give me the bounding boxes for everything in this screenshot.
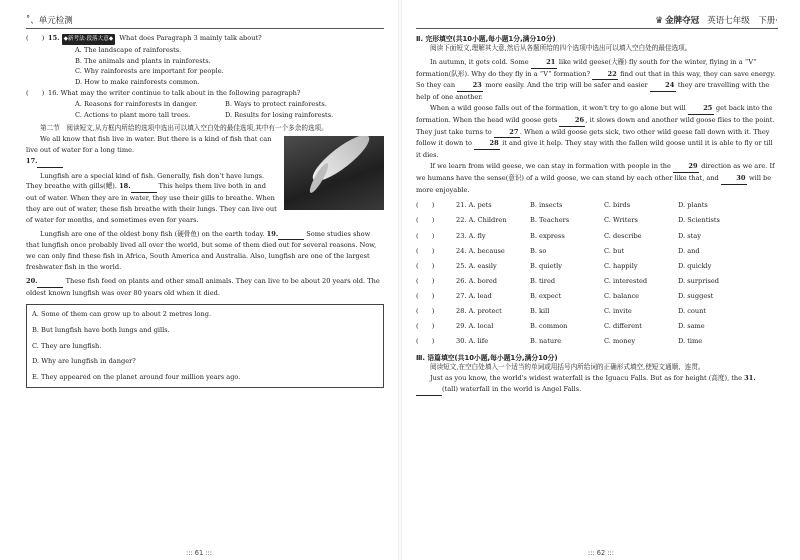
- choice-c: C. birds: [604, 201, 631, 210]
- blank-24: 24: [650, 80, 676, 92]
- choice-q: 27. A. lead: [456, 291, 492, 300]
- answer-paren: ( ): [416, 291, 435, 300]
- crown-icon: ♛: [655, 16, 664, 26]
- right-page: [402, 0, 800, 560]
- blank-19: 19.: [266, 229, 279, 238]
- box-option-e: E. They appeared on the planet around four million years ago.: [32, 372, 241, 381]
- passage-paragraph-4: 20. These fish feed on plants and other small animals. They can live to be about 20 years old. The oldest known lungfish was over 80 years old when it died.: [26, 276, 380, 297]
- choice-b: B. common: [530, 322, 568, 331]
- choice-d: D. stay: [678, 231, 701, 240]
- blank-28: 28: [474, 138, 500, 150]
- cloze-text: direction as we are. If we humans have the sense(意识) of a wild goose, we can stand by each other like that, and: [416, 161, 775, 182]
- choice-d: D. same: [678, 322, 705, 331]
- answer-paren: ( ): [416, 246, 435, 255]
- brand-title: 金牌夺冠: [665, 16, 700, 26]
- text-fill-paragraph: Just as you know, the world's widest waterfall is the Iguacu Falls. But as for height (高度), the 31. (tall) waterfall in the world is Angel Falls.: [416, 373, 778, 396]
- choice-b: B. kill: [530, 307, 550, 316]
- q16-option-d: D. Results for losing rainforests.: [225, 110, 334, 119]
- q15-option-d: D. How to make rainforests common.: [75, 78, 200, 87]
- cloze-text: it and give it help. They stay with the fallen wild goose until it is able to fly or till it dies.: [416, 139, 773, 160]
- question-15: ( ) 15. ◆新考法·段落大意◆ What does Paragraph 3 mainly talk about? A. The landscape of rainforests. B. The animals and plants in rainforests. C. Why rainforests are important for people. D. How to make rainforests common.: [26, 33, 384, 88]
- choice-q: 24. A. because: [456, 246, 505, 255]
- choice-d: D. count: [678, 307, 707, 316]
- cloze-paragraph-2: [416, 103, 778, 161]
- lungfish-passage: [26, 134, 384, 298]
- blank-18: 18.: [119, 182, 131, 191]
- question-16: ( ) 16. What may the writer continue to talk about in the following paragraph? A. Reasons for rainforests in danger. B. Ways to protect rainforests. C. Actions to plant more tall trees. D. Results for losing rainforests.: [26, 88, 384, 120]
- blank-27: 27: [494, 127, 520, 139]
- options-box: [26, 304, 384, 388]
- cloze-text: get back into the formation. When the head wild goose gets: [416, 103, 773, 124]
- q16-option-b: B. Ways to protect rainforests.: [225, 99, 327, 108]
- choice-q: 29. A. local: [456, 322, 494, 331]
- choice-d: D. and: [678, 246, 700, 255]
- answer-paren: ( ): [416, 276, 435, 285]
- answer-paren: ( ): [416, 216, 435, 225]
- choice-b: B. so: [530, 246, 547, 255]
- blank-30: 30: [721, 173, 747, 185]
- book-title: 英语七年级 下册·: [707, 16, 778, 26]
- choice-q: 25. A. easily: [456, 261, 497, 270]
- blank-31: 31.: [744, 374, 756, 383]
- q15-number: 15.: [48, 34, 60, 42]
- answer-paren: ( ): [416, 307, 435, 316]
- choice-q: 21. A. pets: [456, 201, 492, 210]
- choice-b: B. quietly: [530, 261, 562, 270]
- passage-paragraph-3: Lungfish are one of the oldest bony fish (硬骨鱼) on the earth today. 19. Some studies show that lungfish once probably lived all over the world, but some of them died out for several reasons. Now, we can only find these fish in Africa, South America and Australia. Also, lungfish are one of the largest freshwater fish in the world.: [26, 229, 377, 271]
- new-format-badge: ◆新考法·段落大意◆: [62, 34, 116, 45]
- choice-q: 23. A. fly: [456, 231, 486, 240]
- cloze-text: , it slows down and another wild goose flies to the point. They just take turns to: [416, 115, 775, 136]
- section-cloze-title: Ⅱ. 完形填空(共10小题,每小题1分,满分10分): [416, 35, 556, 43]
- choice-c: C. Writers: [604, 216, 638, 225]
- blank-26: 26: [559, 115, 585, 127]
- answer-paren: ( ): [416, 322, 435, 331]
- answer-paren: ( ): [416, 337, 435, 346]
- box-option-c: C. They are lungfish.: [32, 341, 102, 350]
- choice-b: B. express: [530, 231, 565, 240]
- choice-d: D. quickly: [678, 261, 712, 270]
- unit-test-label: ˚、单元检测: [26, 16, 73, 26]
- cloze-text: they are travelling with the help of one another.: [416, 81, 770, 102]
- choice-b: B. tired: [530, 276, 556, 285]
- answer-paren: ( ): [416, 201, 435, 210]
- choice-d: D. plants: [678, 201, 708, 210]
- cloze-text: If we learn from wild geese, we can stay in formation with people in the: [430, 161, 673, 170]
- passage-paragraph-1: We all know that fish live in water. But there is a kind of fish that can live out of water for a long time. 17.: [26, 134, 384, 167]
- q15-option-b: B. The animals and plants in rainforests.: [75, 56, 211, 65]
- passage-paragraph-2: Lungfish are a special kind of fish. Generally, fish don't have lungs. They breathe with gills(鳃). 18. This helps them live both in and out of water. When they are in water, they use their gills to breathe. When they are out of water, these fish breathe with their lungs. They can live out of water for months, and sometimes even for years.: [26, 171, 277, 224]
- cloze-choices: [416, 198, 778, 349]
- choice-c: C. balance: [604, 291, 640, 300]
- box-option-d: D. Why are lungfish in danger?: [32, 357, 136, 366]
- cloze-text: find out that in this way, they can save energy. So they can: [416, 69, 776, 90]
- lungfish-photo: [284, 136, 384, 210]
- q16-option-c: C. Actions to plant more tall trees.: [75, 110, 191, 119]
- cloze-text: more easily. And the trip will be safer and easier: [483, 81, 650, 90]
- answer-paren: ( ): [416, 231, 435, 240]
- answer-paren: ( ): [416, 261, 435, 270]
- blank-21: 21: [531, 57, 557, 69]
- choice-c: C. happily: [604, 261, 638, 270]
- choice-c: C. invite: [604, 307, 632, 316]
- choice-d: D. Scientists: [678, 216, 720, 225]
- choice-b: B. expect: [530, 291, 562, 300]
- choice-c: C. interested: [604, 276, 648, 285]
- choice-q: 30. A. life: [456, 337, 489, 346]
- choice-c: C. describe: [604, 231, 642, 240]
- choice-q: 26. A. bored: [456, 276, 498, 285]
- blank-25: 25: [688, 103, 714, 115]
- section-2-instruction: 第二节 阅读短文,从方框内所给的选项中选出可以填入空白处的最佳选项,其中有一个多余的选项。: [40, 124, 328, 133]
- choice-q: 28. A. protect: [456, 307, 502, 316]
- cloze-text: will be more enjoyable.: [416, 173, 772, 194]
- choice-b: B. insects: [530, 201, 563, 210]
- cloze-paragraph-3: [416, 161, 778, 195]
- choice-c: C. different: [604, 322, 642, 331]
- cloze-text: like wild geese(大雁) fly south for the winter, flying in a “V” formation(队形). Why do they fly in a “V” formation?: [416, 57, 757, 78]
- choice-b: B. Teachers: [530, 216, 570, 225]
- blank-29: 29: [673, 161, 699, 173]
- page-number-left: ::: 61 :::: [186, 549, 212, 557]
- q15-option-c: C. Why rainforests are important for people.: [75, 67, 224, 76]
- cloze-paragraph-1: [416, 57, 778, 103]
- blank-23: 23: [457, 80, 483, 92]
- blank-17: 17.: [26, 156, 38, 165]
- section-text-fill-instruction: 阅读短文,在空白处填入一个适当的单词或用括号内所给词的正确形式填空,使短文通顺、连贯。: [430, 363, 705, 372]
- box-option-b: B. But lungfish have both lungs and gills.: [32, 325, 170, 334]
- q16-option-a: A. Reasons for rainforests in danger.: [75, 99, 198, 108]
- blank-22: 22: [592, 69, 618, 81]
- blank-20: 20.: [26, 276, 38, 285]
- q15-option-a: A. The landscape of rainforests.: [75, 45, 182, 54]
- left-page: [0, 0, 398, 560]
- choice-c: C. but: [604, 246, 625, 255]
- cloze-text: In autumn, it gets cold. Some: [430, 57, 531, 66]
- section-text-fill-title: Ⅲ. 语篇填空(共10小题,每小题1分,满分10分): [416, 354, 558, 363]
- section-cloze-instruction: 阅读下面短文,理解其大意,然后从各题所给的四个选项中选出可以填入空白处的最佳选项。: [430, 44, 692, 52]
- choice-c: C. money: [604, 337, 636, 346]
- choice-q: 22. A. Children: [456, 216, 507, 225]
- right-header: [416, 8, 778, 29]
- q16-stem: 16. What may the writer continue to talk about in the following paragraph?: [48, 88, 301, 97]
- choice-d: D. surprised: [678, 276, 720, 285]
- box-option-a: A. Some of them can grow up to about 2 metres long.: [32, 310, 212, 319]
- q15-stem: What does Paragraph 3 mainly talk about?: [119, 34, 262, 42]
- choice-b: B. nature: [530, 337, 562, 346]
- page-number-right: ::: 62 :::: [588, 549, 614, 557]
- left-header: [26, 8, 384, 29]
- cloze-text: When a wild goose falls out of the formation, it won't try to go alone but will: [430, 103, 688, 112]
- cloze-text: . When a wild goose gets sick, two other wild geese fall down with it. They follow it down to: [416, 127, 770, 148]
- choice-d: D. suggest: [678, 291, 714, 300]
- choice-d: D. time: [678, 337, 703, 346]
